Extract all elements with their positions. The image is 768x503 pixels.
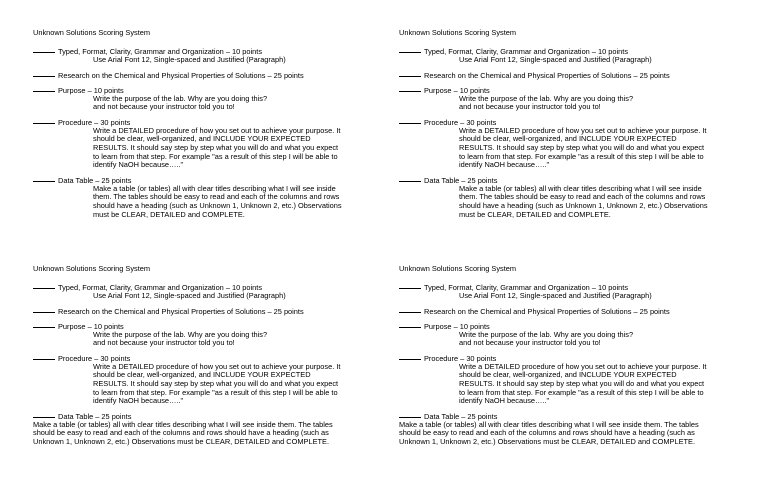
detail-line: should have a heading (such as Unknown 1, Unknown 2, etc.) Observations	[93, 200, 342, 210]
scoring-item-data	[399, 412, 751, 447]
scoring-item-research	[399, 71, 751, 80]
score-blank[interactable]	[399, 312, 421, 313]
detail-line: to learn from that step. For example "as a result of this step I will be able to	[93, 151, 338, 161]
scoring-sheet-bottom-left	[33, 264, 385, 453]
scoring-item-label: Research on the Chemical and Physical Properties of Solutions – 25 points	[424, 306, 670, 316]
sheet-title: Unknown Solutions Scoring System	[399, 28, 517, 37]
scoring-item-purpose	[399, 86, 751, 112]
detail-line: them. The tables should be easy to read and each of the columns and rows	[459, 192, 706, 202]
detail-line: and not because your instructor told you to!	[459, 338, 601, 348]
detail-line: RESULTS. It should say step by step what you will do and what you expect	[93, 378, 339, 388]
scoring-item-purpose	[399, 322, 751, 348]
scoring-sheet-bottom-right	[399, 264, 751, 453]
detail-line: Use Arial Font 12, Single-spaced and Justified (Paragraph)	[459, 291, 652, 300]
scoring-item-label: Purpose – 10 points	[58, 85, 124, 95]
scoring-item-label: Procedure – 30 points	[58, 353, 131, 363]
scoring-item-data	[33, 176, 385, 219]
detail-line: Make a table (or tables) all with clear titles describing what I will see inside	[93, 183, 336, 193]
score-blank[interactable]	[399, 91, 421, 92]
scoring-item-procedure	[399, 118, 751, 170]
score-blank[interactable]	[33, 123, 55, 124]
scoring-item-detail	[93, 95, 385, 112]
scoring-item-detail	[459, 56, 751, 65]
score-blank[interactable]	[33, 327, 55, 328]
scoring-item-detail	[93, 331, 385, 348]
detail-line: Write a DETAILED procedure of how you set out to achieve your purpose. It	[459, 125, 707, 135]
detail-line: Write a DETAILED procedure of how you set out to achieve your purpose. It	[93, 125, 341, 135]
scoring-item-detail	[33, 421, 385, 447]
score-blank[interactable]	[33, 52, 55, 53]
scoring-item-detail	[459, 331, 751, 348]
scoring-item-label: Research on the Chemical and Physical Properties of Solutions – 25 points	[58, 70, 304, 80]
scoring-item-detail	[93, 363, 385, 406]
detail-line: should have a heading (such as Unknown 1, Unknown 2, etc.) Observations	[459, 200, 708, 210]
score-blank[interactable]	[33, 181, 55, 182]
scoring-item-label: Typed, Format, Clarity, Grammar and Organization – 10 points	[424, 47, 629, 56]
score-blank[interactable]	[399, 359, 421, 360]
scoring-item-detail	[459, 127, 751, 170]
detail-line: should be easy to read and each of the columns and rows should have a heading (such as	[399, 428, 695, 438]
scoring-item-label: Typed, Format, Clarity, Grammar and Organization – 10 points	[58, 283, 263, 292]
scoring-item-detail	[459, 292, 751, 301]
detail-line: should be clear, well-organized, and INCLUDE YOUR EXPECTED	[459, 134, 677, 144]
scoring-item-detail	[93, 127, 385, 170]
scoring-item-detail	[93, 185, 385, 219]
scoring-sheet-top-right	[399, 28, 751, 225]
detail-line: Write a DETAILED procedure of how you set out to achieve your purpose. It	[93, 361, 341, 371]
detail-line: RESULTS. It should say step by step what you will do and what you expect	[459, 378, 705, 388]
scoring-item-research	[399, 307, 751, 316]
score-blank[interactable]	[399, 123, 421, 124]
detail-line: identify NaOH because….."	[459, 396, 550, 406]
score-blank[interactable]	[399, 76, 421, 77]
scoring-item-data	[399, 176, 751, 219]
detail-line: Make a table (or tables) all with clear titles describing what I will see inside them. The tables	[33, 419, 333, 429]
scoring-item-procedure	[33, 118, 385, 170]
detail-line: Make a table (or tables) all with clear titles describing what I will see inside them. The tables	[399, 419, 699, 429]
sheet-title: Unknown Solutions Scoring System	[33, 28, 151, 37]
score-blank[interactable]	[399, 417, 421, 418]
detail-line: should be easy to read and each of the columns and rows should have a heading (such as	[33, 428, 329, 438]
detail-line: Write the purpose of the lab. Why are you doing this?	[459, 93, 634, 103]
detail-line: must be CLEAR, DETAILED and COMPLETE.	[459, 209, 611, 219]
scoring-item-label: Data Table – 25 points	[424, 411, 498, 421]
score-blank[interactable]	[33, 76, 55, 77]
scoring-item-data	[33, 412, 385, 447]
detail-line: and not because your instructor told you to!	[93, 102, 235, 112]
scoring-sheet-top-left	[33, 28, 385, 225]
scoring-item-label: Data Table – 25 points	[424, 175, 498, 185]
scoring-item-label: Typed, Format, Clarity, Grammar and Organization – 10 points	[424, 283, 629, 292]
scoring-item-detail	[399, 421, 751, 447]
scoring-item-research	[33, 307, 385, 316]
score-blank[interactable]	[33, 312, 55, 313]
detail-line: should be clear, well-organized, and INCLUDE YOUR EXPECTED	[459, 370, 677, 380]
scoring-item-label: Research on the Chemical and Physical Properties of Solutions – 25 points	[58, 306, 304, 316]
detail-line: Write the purpose of the lab. Why are you doing this?	[459, 329, 634, 339]
detail-line: identify NaOH because….."	[93, 160, 184, 170]
scoring-item-typed	[399, 283, 751, 301]
detail-line: Write the purpose of the lab. Why are you doing this?	[93, 329, 268, 339]
detail-line: Use Arial Font 12, Single-spaced and Justified (Paragraph)	[459, 55, 652, 64]
score-blank[interactable]	[399, 327, 421, 328]
scoring-item-purpose	[33, 86, 385, 112]
detail-line: Write the purpose of the lab. Why are you doing this?	[93, 93, 268, 103]
scoring-item-typed	[33, 47, 385, 65]
detail-line: identify NaOH because….."	[93, 396, 184, 406]
scoring-item-label: Procedure – 30 points	[424, 117, 497, 127]
scoring-item-label: Typed, Format, Clarity, Grammar and Organization – 10 points	[58, 47, 263, 56]
detail-line: should be clear, well-organized, and INCLUDE YOUR EXPECTED	[93, 370, 311, 380]
scoring-item-label: Purpose – 10 points	[424, 85, 490, 95]
detail-line: Make a table (or tables) all with clear titles describing what I will see inside	[459, 183, 702, 193]
sheet-title: Unknown Solutions Scoring System	[33, 264, 151, 273]
scoring-item-detail	[459, 363, 751, 406]
scoring-item-detail	[459, 185, 751, 219]
detail-line: identify NaOH because….."	[459, 160, 550, 170]
detail-line: Write a DETAILED procedure of how you set out to achieve your purpose. It	[459, 361, 707, 371]
scoring-item-procedure	[33, 354, 385, 406]
score-blank[interactable]	[33, 417, 55, 418]
scoring-item-label: Purpose – 10 points	[424, 321, 490, 331]
scoring-item-label: Research on the Chemical and Physical Properties of Solutions – 25 points	[424, 70, 670, 80]
detail-line: Unknown 1, Unknown 2, etc.) Observations must be CLEAR, DETAILED and COMPLETE.	[399, 436, 696, 446]
scoring-item-label: Data Table – 25 points	[58, 411, 132, 421]
scoring-item-research	[33, 71, 385, 80]
scoring-item-label: Procedure – 30 points	[58, 117, 131, 127]
scoring-item-procedure	[399, 354, 751, 406]
detail-line: to learn from that step. For example "as a result of this step I will be able to	[93, 387, 338, 397]
detail-line: RESULTS. It should say step by step what you will do and what you expect	[459, 142, 705, 152]
score-blank[interactable]	[399, 52, 421, 53]
detail-line: Use Arial Font 12, Single-spaced and Justified (Paragraph)	[93, 55, 286, 64]
score-blank[interactable]	[33, 91, 55, 92]
score-blank[interactable]	[399, 288, 421, 289]
detail-line: to learn from that step. For example "as a result of this step I will be able to	[459, 151, 704, 161]
scoring-item-label: Procedure – 30 points	[424, 353, 497, 363]
score-blank[interactable]	[33, 288, 55, 289]
scoring-item-label: Data Table – 25 points	[58, 175, 132, 185]
score-blank[interactable]	[399, 181, 421, 182]
detail-line: to learn from that step. For example "as a result of this step I will be able to	[459, 387, 704, 397]
scoring-item-purpose	[33, 322, 385, 348]
scoring-item-detail	[93, 292, 385, 301]
sheet-title: Unknown Solutions Scoring System	[399, 264, 517, 273]
detail-line: and not because your instructor told you to!	[93, 338, 235, 348]
scoring-item-detail	[93, 56, 385, 65]
detail-line: should be clear, well-organized, and INCLUDE YOUR EXPECTED	[93, 134, 311, 144]
detail-line: must be CLEAR, DETAILED and COMPLETE.	[93, 209, 245, 219]
scoring-item-typed	[399, 47, 751, 65]
detail-line: Use Arial Font 12, Single-spaced and Justified (Paragraph)	[93, 291, 286, 300]
score-blank[interactable]	[33, 359, 55, 360]
detail-line: and not because your instructor told you to!	[459, 102, 601, 112]
scoring-item-typed	[33, 283, 385, 301]
detail-line: Unknown 1, Unknown 2, etc.) Observations must be CLEAR, DETAILED and COMPLETE.	[33, 436, 330, 446]
detail-line: them. The tables should be easy to read and each of the columns and rows	[93, 192, 340, 202]
scoring-item-label: Purpose – 10 points	[58, 321, 124, 331]
detail-line: RESULTS. It should say step by step what you will do and what you expect	[93, 142, 339, 152]
scoring-item-detail	[459, 95, 751, 112]
